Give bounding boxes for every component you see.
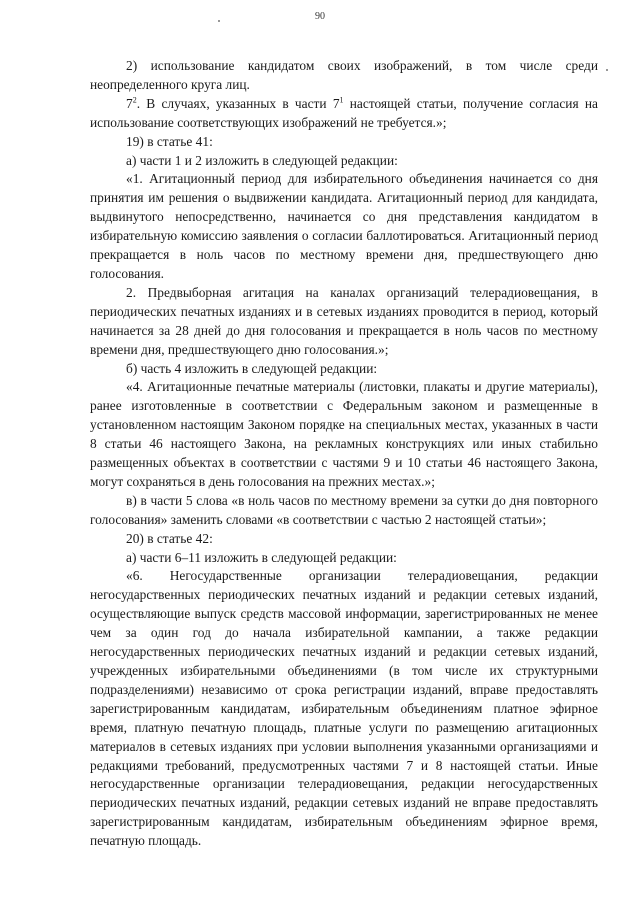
superscript-2: 2 [132,95,137,105]
paragraph-text-mid: . В случаях, указанных в части 7 [136,95,340,111]
scan-artifact-dot [218,20,220,22]
superscript-1: 1 [339,95,344,105]
paragraph-subitem-b-19: б) часть 4 изложить в следующей редакции: [126,360,378,376]
document-body [90,57,598,851]
paragraph-part-2: 2. Предвыборная агитация на каналах организаций телерадиовещания, в периодических печатных изданиях и в сетевых изданиях проводится в период, который начинается за 28 дней до дня голосования и прекращается в ноль часов по местному времени дня, предшествующего дню голосования.»; [90,284,598,357]
paragraph-subitem-a-20: а) части 6–11 изложить в следующей редакции: [126,549,397,565]
paragraph-part-7-2 [90,95,598,133]
paragraph-part-4: «4. Агитационные печатные материалы (листовки, плакаты и другие материалы), ранее изготовленные в соответствии с Федеральным законом и размещенные в установленном настоящим Законом порядке на специальных местах, указанных в части 8 статьи 46 настоящего Закона, на рекламных конструкциях или иных стабильно размещенных объектах в соответствии с частями 9 и 10 статьи 46 настоящего Закона, могут сохраняться в день голосования на прежних местах.»; [90,379,598,489]
paragraph-part-1: «1. Агитационный период для избирательного объединения начинается со дня принятия им решения о выдвижении кандидата. Агитационный период для кандидата, выдвинутого непосредственно, начинается со дня представления кандидатом в избирательную комиссию заявления о согласии баллотироваться. Агитационный период прекращается в ноль часов по местному времени дня, предшествующего дню голосования. [90,171,598,281]
scan-artifact-dot [606,69,608,71]
paragraph-item-2: 2) использование кандидатом своих изображений, в том числе среди неопределенного круга лиц. [90,58,598,92]
paragraph-subitem-a-19: а) части 1 и 2 изложить в следующей редакции: [126,152,398,168]
part-number: 7 [126,95,133,111]
paragraph-text-end: настоящей статьи, получение согласия на использование соответствующих изображений не требуется.»; [90,95,598,130]
paragraph-subitem-v-19: в) в части 5 слова «в ноль часов по местному времени за сутки до дня повторного голосования» заменить словами «в соответствии с частью 2 настоящей статьи»; [90,492,598,527]
page-number: 90 [315,11,325,22]
paragraph-item-19: 19) в статье 41: [126,133,213,149]
paragraph-part-6: «6. Негосударственные организации телерадиовещания, редакции негосударственных периодических печатных изданий и редакции сетевых изданий, осуществляющие выпуск средств массовой информации, зарегистрированных не менее чем за один год до начала избирательной кампании, а также редакции негосударственных периодических печатных изданий и редакции сетевых изданий, учрежденных избирательными объединениями (в том числе их структурными подразделениями) независимо от срока регистрации изданий, вправе предоставлять зарегистрированным кандидатам, избирательным объединениям платное эфирное время, платную печатную площадь, платные услуги по размещению агитационных материалов в сетевых изданиях при условии выполнения указанными организациями и редакциями требований, предусмотренных частями 7 и 8 настоящей статьи. Иные негосударственные организации телерадиовещания, редакции негосударственных периодических печатных изданий, редакции сетевых изданий не вправе предоставлять зарегистрированным кандидатам, избирательным объединениям эфирное время, печатную площадь. [90,568,598,849]
paragraph-item-20: 20) в статье 42: [126,530,213,546]
